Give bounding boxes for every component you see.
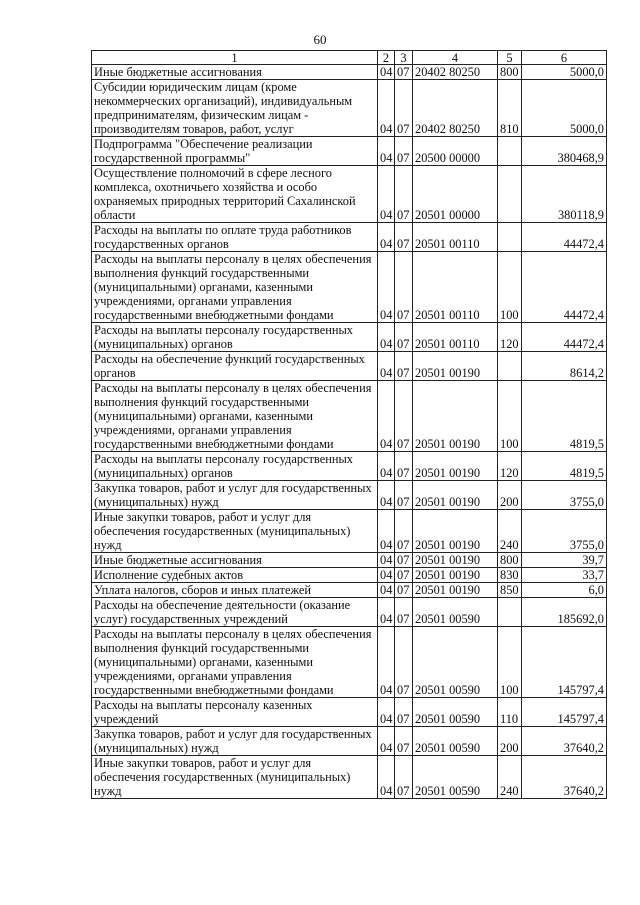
table-row — [92, 252, 607, 323]
row-amount-cell: 185692,0 — [522, 598, 607, 627]
row-section-cell: 04 — [378, 166, 395, 223]
header-target: 4 — [413, 51, 498, 65]
row-amount-cell: 3755,0 — [522, 510, 607, 553]
row-name-cell: Исполнение судебных актов — [92, 568, 378, 583]
row-amount-cell: 39,7 — [522, 553, 607, 568]
row-section-cell: 04 — [378, 381, 395, 452]
table-row — [92, 627, 607, 698]
row-section-cell: 04 — [378, 323, 395, 352]
table-row — [92, 137, 607, 166]
row-type-cell: 100 — [498, 381, 522, 452]
row-amount-cell: 37640,2 — [522, 756, 607, 799]
row-section-cell: 04 — [378, 352, 395, 381]
table-row — [92, 481, 607, 510]
row-name-cell: Расходы на выплаты персоналу в целях обеспечения выполнения функций государственными (муниципальными) органами, казенными учреждениями, органами управления государственными внебюджетными фондами — [92, 252, 378, 323]
row-amount-cell: 380118,9 — [522, 166, 607, 223]
row-name-cell: Расходы на выплаты персоналу в целях обеспечения выполнения функций государственными (муниципальными) органами, казенными учреждениями, органами управления государственными внебюджетными фондами — [92, 381, 378, 452]
row-subsection-cell: 07 — [395, 65, 413, 80]
row-name-cell: Расходы на выплаты персоналу государственных (муниципальных) органов — [92, 452, 378, 481]
row-name-cell: Расходы на обеспечение функций государственных органов — [92, 352, 378, 381]
row-section-cell: 04 — [378, 452, 395, 481]
row-amount-cell: 5000,0 — [522, 65, 607, 80]
row-subsection-cell: 07 — [395, 553, 413, 568]
row-subsection-cell: 07 — [395, 756, 413, 799]
row-name-cell: Иные закупки товаров, работ и услуг для обеспечения государственных (муниципальных) нужд — [92, 756, 378, 799]
row-section-cell: 04 — [378, 698, 395, 727]
row-name-cell: Иные бюджетные ассигнования — [92, 553, 378, 568]
row-type-cell — [498, 352, 522, 381]
row-subsection-cell: 07 — [395, 137, 413, 166]
budget-table — [91, 50, 607, 799]
row-type-cell: 100 — [498, 252, 522, 323]
table-row — [92, 510, 607, 553]
row-subsection-cell: 07 — [395, 698, 413, 727]
row-target-cell: 20501 00590 — [413, 756, 498, 799]
row-name-cell: Расходы на выплаты персоналу государственных (муниципальных) органов — [92, 323, 378, 352]
row-section-cell: 04 — [378, 80, 395, 137]
row-target-cell: 20501 00190 — [413, 481, 498, 510]
row-type-cell: 240 — [498, 510, 522, 553]
table-row — [92, 553, 607, 568]
row-section-cell: 04 — [378, 252, 395, 323]
row-target-cell: 20501 00190 — [413, 510, 498, 553]
row-name-cell: Осуществление полномочий в сфере лесного комплекса, охотничьего хозяйства и особо охраняемых природных территорий Сахалинской области — [92, 166, 378, 223]
page-number: 60 — [313, 32, 327, 47]
row-section-cell: 04 — [378, 727, 395, 756]
row-subsection-cell: 07 — [395, 381, 413, 452]
row-name-cell: Расходы на обеспечение деятельности (оказание услуг) государственных учреждений — [92, 598, 378, 627]
row-subsection-cell: 07 — [395, 352, 413, 381]
row-subsection-cell: 07 — [395, 583, 413, 598]
row-target-cell: 20501 00110 — [413, 323, 498, 352]
row-amount-cell: 145797,4 — [522, 698, 607, 727]
row-amount-cell: 6,0 — [522, 583, 607, 598]
row-target-cell: 20500 00000 — [413, 137, 498, 166]
row-type-cell: 200 — [498, 727, 522, 756]
row-type-cell — [498, 137, 522, 166]
row-subsection-cell: 07 — [395, 80, 413, 137]
table-row — [92, 452, 607, 481]
row-type-cell — [498, 598, 522, 627]
table-row — [92, 80, 607, 137]
row-amount-cell: 380468,9 — [522, 137, 607, 166]
header-row — [92, 51, 607, 65]
table-row — [92, 727, 607, 756]
table-row — [92, 381, 607, 452]
row-target-cell: 20501 00590 — [413, 698, 498, 727]
row-amount-cell: 5000,0 — [522, 80, 607, 137]
row-amount-cell: 4819,5 — [522, 452, 607, 481]
row-target-cell: 20501 00190 — [413, 583, 498, 598]
table-row — [92, 756, 607, 799]
row-subsection-cell: 07 — [395, 323, 413, 352]
row-type-cell: 800 — [498, 553, 522, 568]
row-target-cell: 20501 00590 — [413, 727, 498, 756]
table-row — [92, 583, 607, 598]
row-type-cell: 240 — [498, 756, 522, 799]
row-type-cell — [498, 223, 522, 252]
row-section-cell: 04 — [378, 510, 395, 553]
table-row — [92, 568, 607, 583]
table-row — [92, 223, 607, 252]
row-type-cell: 850 — [498, 583, 522, 598]
row-type-cell: 200 — [498, 481, 522, 510]
row-target-cell: 20501 00590 — [413, 598, 498, 627]
row-section-cell: 04 — [378, 756, 395, 799]
row-section-cell: 04 — [378, 598, 395, 627]
table-row — [92, 166, 607, 223]
row-target-cell: 20402 80250 — [413, 80, 498, 137]
row-section-cell: 04 — [378, 65, 395, 80]
row-name-cell: Расходы на выплаты по оплате труда работников государственных органов — [92, 223, 378, 252]
header-name: 1 — [92, 51, 378, 65]
row-target-cell: 20501 00190 — [413, 553, 498, 568]
row-type-cell: 810 — [498, 80, 522, 137]
row-section-cell: 04 — [378, 627, 395, 698]
row-target-cell: 20501 00190 — [413, 381, 498, 452]
row-name-cell: Закупка товаров, работ и услуг для государственных (муниципальных) нужд — [92, 481, 378, 510]
table-row — [92, 598, 607, 627]
row-name-cell: Субсидии юридическим лицам (кроме некоммерческих организаций), индивидуальным предпринимателям, физическим лицам - производителям товаров, работ, услуг — [92, 80, 378, 137]
row-subsection-cell: 07 — [395, 727, 413, 756]
row-subsection-cell: 07 — [395, 166, 413, 223]
table-row — [92, 323, 607, 352]
row-subsection-cell: 07 — [395, 252, 413, 323]
row-subsection-cell: 07 — [395, 568, 413, 583]
row-target-cell: 20402 80250 — [413, 65, 498, 80]
table-row — [92, 352, 607, 381]
row-target-cell: 20501 00190 — [413, 568, 498, 583]
row-amount-cell: 44472,4 — [522, 252, 607, 323]
row-type-cell: 110 — [498, 698, 522, 727]
header-section: 2 — [378, 51, 395, 65]
row-type-cell: 120 — [498, 323, 522, 352]
row-subsection-cell: 07 — [395, 223, 413, 252]
row-type-cell: 100 — [498, 627, 522, 698]
row-name-cell: Иные бюджетные ассигнования — [92, 65, 378, 80]
table-row — [92, 698, 607, 727]
header-type: 5 — [498, 51, 522, 65]
header-amount: 6 — [522, 51, 607, 65]
table-row — [92, 65, 607, 80]
row-type-cell: 830 — [498, 568, 522, 583]
row-subsection-cell: 07 — [395, 452, 413, 481]
row-target-cell: 20501 00110 — [413, 223, 498, 252]
row-name-cell: Уплата налогов, сборов и иных платежей — [92, 583, 378, 598]
row-type-cell — [498, 166, 522, 223]
row-target-cell: 20501 00000 — [413, 166, 498, 223]
row-amount-cell: 44472,4 — [522, 323, 607, 352]
row-amount-cell: 3755,0 — [522, 481, 607, 510]
row-amount-cell: 37640,2 — [522, 727, 607, 756]
row-amount-cell: 145797,4 — [522, 627, 607, 698]
row-type-cell: 120 — [498, 452, 522, 481]
row-subsection-cell: 07 — [395, 510, 413, 553]
row-section-cell: 04 — [378, 481, 395, 510]
row-name-cell: Расходы на выплаты персоналу в целях обеспечения выполнения функций государственными (муниципальными) органами, казенными учреждениями, органами управления государственными внебюджетными фондами — [92, 627, 378, 698]
row-name-cell: Подпрограмма "Обеспечение реализации государственной программы" — [92, 137, 378, 166]
row-name-cell: Закупка товаров, работ и услуг для государственных (муниципальных) нужд — [92, 727, 378, 756]
row-subsection-cell: 07 — [395, 481, 413, 510]
row-type-cell: 800 — [498, 65, 522, 80]
row-amount-cell: 8614,2 — [522, 352, 607, 381]
row-amount-cell: 44472,4 — [522, 223, 607, 252]
row-section-cell: 04 — [378, 137, 395, 166]
row-amount-cell: 33,7 — [522, 568, 607, 583]
row-section-cell: 04 — [378, 568, 395, 583]
row-target-cell: 20501 00590 — [413, 627, 498, 698]
row-amount-cell: 4819,5 — [522, 381, 607, 452]
header-subsection: 3 — [395, 51, 413, 65]
row-target-cell: 20501 00110 — [413, 252, 498, 323]
row-section-cell: 04 — [378, 223, 395, 252]
row-target-cell: 20501 00190 — [413, 452, 498, 481]
row-subsection-cell: 07 — [395, 598, 413, 627]
row-target-cell: 20501 00190 — [413, 352, 498, 381]
row-section-cell: 04 — [378, 583, 395, 598]
row-name-cell: Иные закупки товаров, работ и услуг для обеспечения государственных (муниципальных) нужд — [92, 510, 378, 553]
row-name-cell: Расходы на выплаты персоналу казенных учреждений — [92, 698, 378, 727]
row-section-cell: 04 — [378, 553, 395, 568]
row-subsection-cell: 07 — [395, 627, 413, 698]
